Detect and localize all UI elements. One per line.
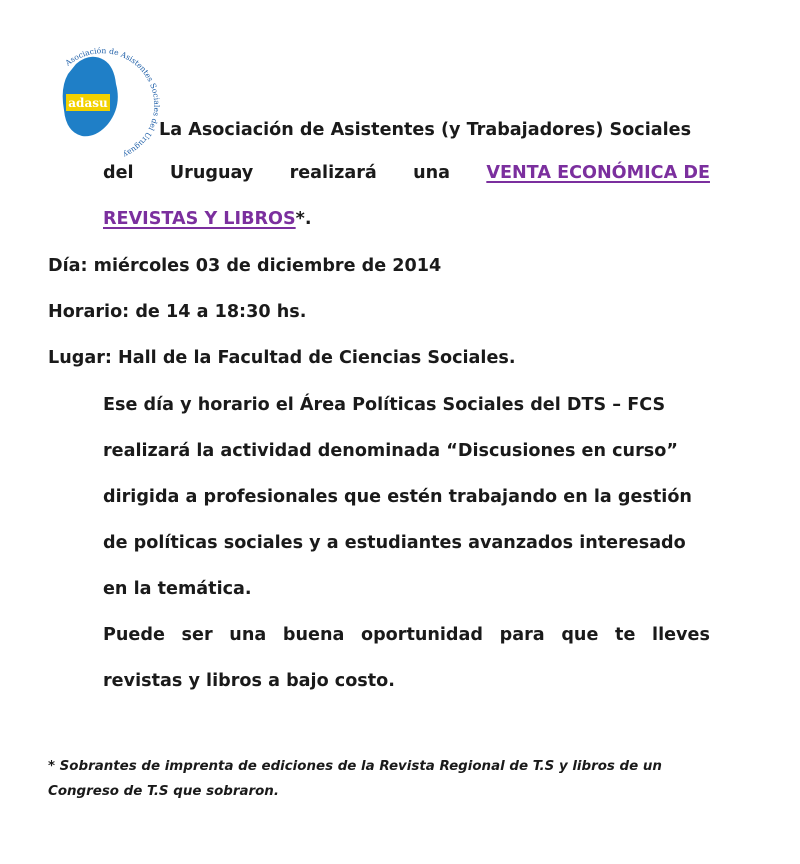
intro-line-1: La Asociación de Asistentes (y Trabajadores) Sociales [159, 120, 692, 140]
footnote-line-2: Congreso de T.S que sobraron. [48, 784, 279, 799]
venta-link-part-2[interactable]: REVISTAS Y LIBROS [103, 209, 296, 229]
opportunity-line-1 [103, 627, 710, 645]
event-date: Día: miércoles 03 de diciembre de 2014 [48, 256, 442, 276]
activity-line-4: de políticas sociales y a estudiantes avanzados interesado [103, 533, 686, 553]
footnote-line-1: * Sobrantes de imprenta de ediciones de la Revista Regional de T.S y libros de un [48, 759, 662, 774]
intro-word: Uruguay [169, 163, 254, 183]
intro-word: del [103, 163, 134, 183]
opportunity-word: oportunidad [361, 625, 483, 645]
opportunity-word: una [229, 625, 267, 645]
opportunity-word: para [499, 625, 545, 645]
activity-line-5: en la temática. [103, 579, 252, 599]
venta-link-part-1[interactable]: VENTA ECONÓMICA DE [486, 163, 710, 183]
opportunity-word: Puede [103, 625, 165, 645]
logo-name-text: adasu [68, 96, 108, 110]
opportunity-word: que [561, 625, 599, 645]
intro-line-2 [103, 165, 710, 183]
opportunity-line-2: revistas y libros a bajo costo. [103, 671, 395, 691]
opportunity-word: lleves [652, 625, 710, 645]
intro-word: realizará [289, 163, 377, 183]
adasu-logo [56, 44, 164, 162]
adasu-logo-graphic [56, 44, 164, 162]
intro-line-3 [103, 211, 312, 229]
logo-ring-text: Asociación de Asistentes Sociales del Uruguay [63, 46, 162, 160]
activity-line-3: dirigida a profesionales que estén trabajando en la gestión [103, 487, 692, 507]
activity-line-1: Ese día y horario el Área Políticas Sociales del DTS – FCS [103, 395, 666, 415]
opportunity-word: te [615, 625, 636, 645]
intro-asterisk: *. [295, 209, 312, 229]
opportunity-word: buena [282, 625, 345, 645]
event-place: Lugar: Hall de la Facultad de Ciencias Sociales. [48, 348, 516, 368]
activity-line-2: realizará la actividad denominada “Discusiones en curso” [103, 441, 678, 461]
opportunity-word: ser [181, 625, 213, 645]
event-time: Horario: de 14 a 18:30 hs. [48, 302, 307, 322]
intro-word: una [413, 163, 451, 183]
